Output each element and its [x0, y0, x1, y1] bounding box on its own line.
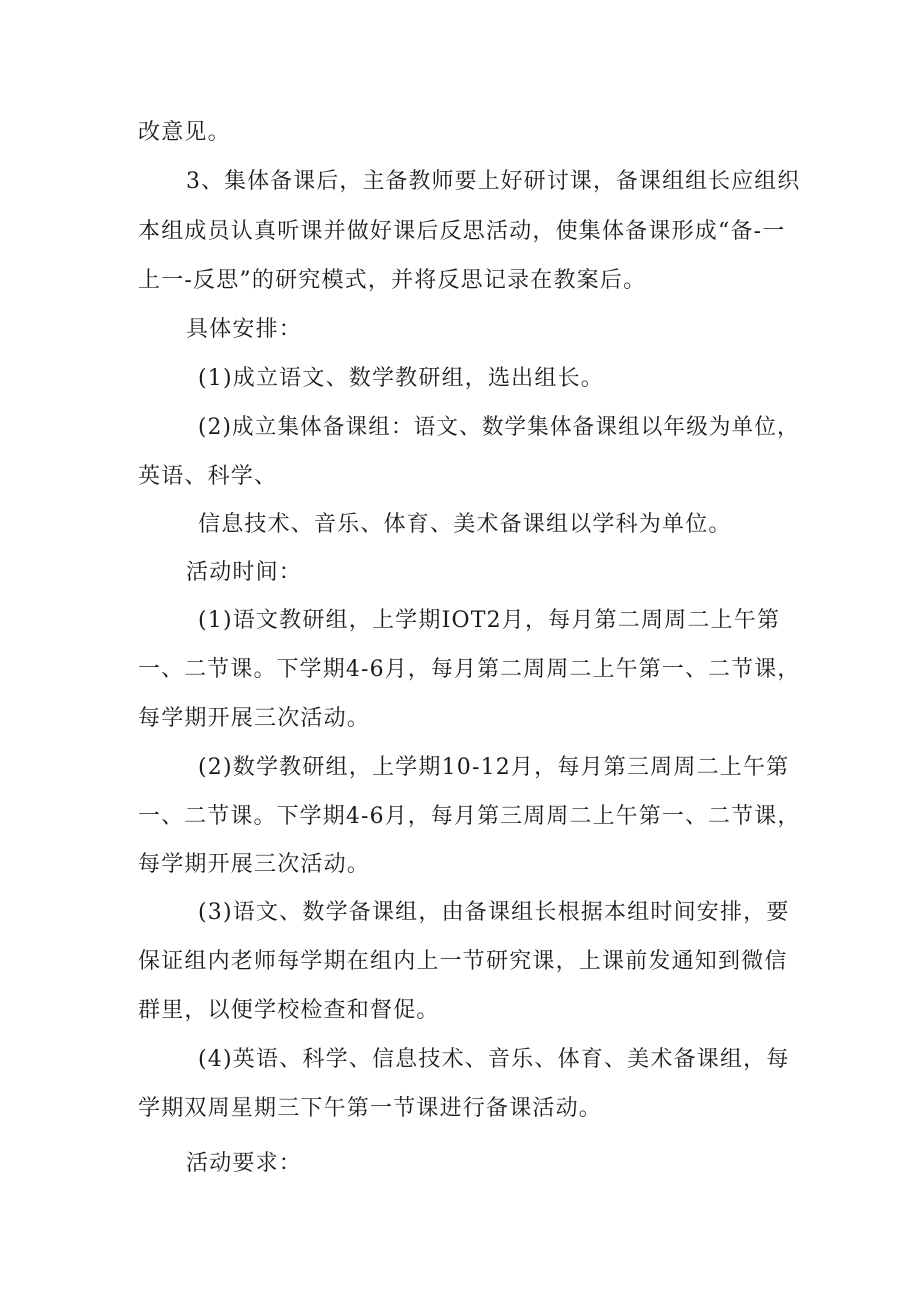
text-line: 信息技术、音乐、体育、美术备课组以学科为单位。 — [198, 512, 732, 537]
text-line: 英语、科学、 — [138, 464, 278, 489]
text-line: 具体安排： — [186, 317, 303, 342]
text-line: 活动时间： — [186, 560, 303, 585]
text-line: (4)英语、科学、信息技术、音乐、体育、美术备课组，每 — [198, 1047, 790, 1072]
text-line: (1)成立语文、数学教研组，选出组长。 — [198, 366, 604, 391]
text-line: 每学期开展三次活动。 — [138, 706, 371, 731]
text-line: 本组成员认真听课并做好课后反思活动，使集体备课形成“备-一 — [138, 219, 786, 244]
text-line: 每学期开展三次活动。 — [138, 852, 371, 877]
text-line: 一、二节课。下学期4-6月，每月第二周周二上午第一、二节课， — [138, 657, 801, 682]
text-line: 保证组内老师每学期在组内上一节研究课，上课前发通知到微信 — [138, 949, 788, 974]
text-line: 3、集体备课后，主备教师要上好研讨课，备课组组长应组织 — [186, 169, 801, 194]
text-line: (2)数学教研组，上学期10-12月，每月第三周周二上午第 — [198, 755, 790, 780]
text-line: 活动要求： — [186, 1151, 303, 1176]
text-line: (1)语文教研组，上学期IOT2月，每月第二周周二上午第 — [198, 608, 781, 633]
text-line: 一、二节课。下学期4-6月，每月第三周周二上午第一、二节课， — [138, 804, 801, 829]
text-line: 群里，以便学校检查和督促。 — [138, 998, 440, 1023]
text-line: 上一-反思”的研究模式，并将反思记录在教案后。 — [138, 268, 647, 293]
text-line: (2)成立集体备课组：语文、数学集体备课组以年级为单位， — [198, 415, 800, 440]
text-line: (3)语文、数学备课组，由备课组长根据本组时间安排，要 — [198, 900, 790, 925]
text-line: 改意见。 — [138, 120, 231, 145]
text-line: 学期双周星期三下午第一节课进行备课活动。 — [138, 1096, 603, 1121]
